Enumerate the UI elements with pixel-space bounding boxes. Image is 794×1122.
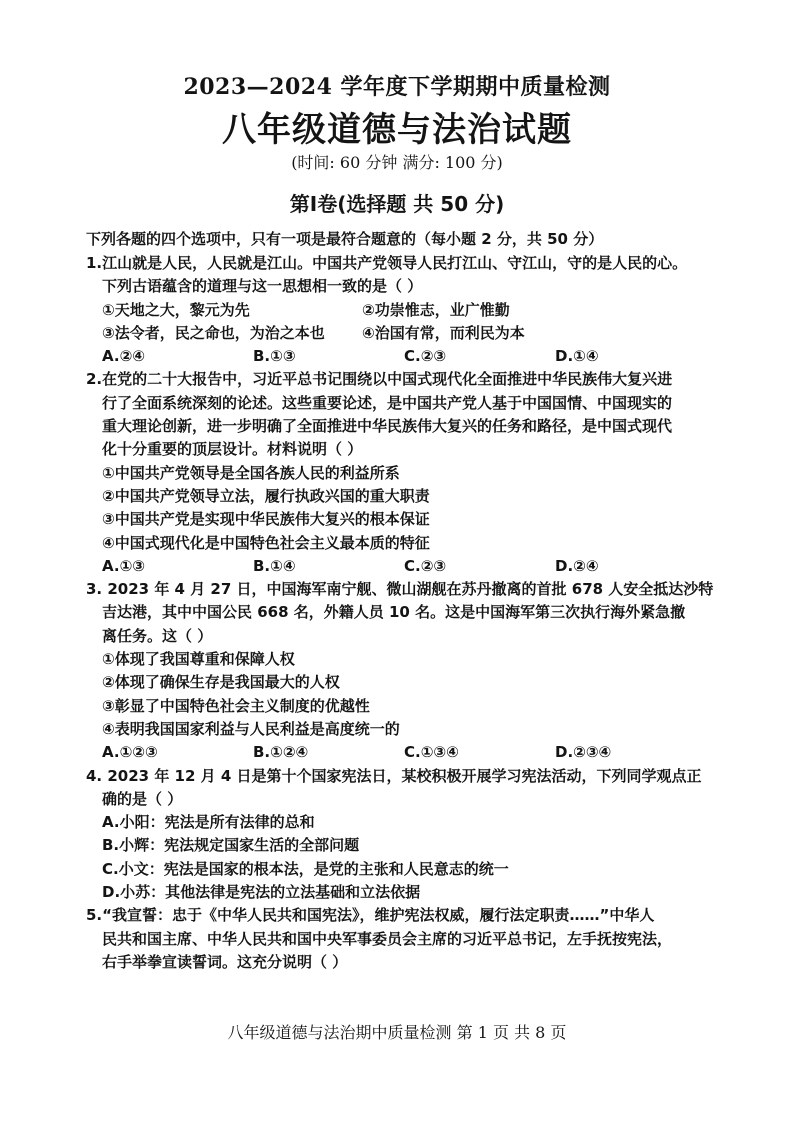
- statement: ④表明我国国家利益与人民利益是高度统一的: [102, 719, 400, 738]
- option-c: C.②③: [404, 556, 447, 575]
- statement: ③中国共产党是实现中华民族伟大复兴的根本保证: [102, 510, 430, 529]
- option-d: D.②③④: [555, 743, 612, 762]
- option-a: A.小阳：宪法是所有法律的总和: [102, 813, 315, 832]
- section-title: 第Ⅰ卷(选择题 共 50 分): [289, 192, 505, 216]
- option-c: C.②③: [404, 347, 447, 366]
- question-2-options: [86, 555, 706, 578]
- option-a: A.①③: [102, 556, 145, 575]
- question-5-stem-line: 右手举拳宣读誓词。这充分说明（ ）: [102, 952, 348, 971]
- option-b: B.①④: [253, 556, 296, 575]
- statement: ④中国式现代化是中国特色社会主义最本质的特征: [102, 533, 430, 552]
- statement: ①体现了我国尊重和保障人权: [102, 650, 295, 669]
- question-3-stem-line: 吉达港，其中中国公民 668 名，外籍人员 10 名。这是中国海军第三次执行海外紧急撤: [102, 603, 686, 622]
- question-3-stem-line: 3. 2023 年 4 月 27 日，中国海军南宁舰、微山湖舰在苏丹撤离的首批 678 人安全抵达沙特: [86, 580, 714, 599]
- statement: ③法令者，民之命也，为治之本也: [102, 323, 325, 342]
- option-b: B.①②④: [253, 743, 309, 762]
- exam-time-score: (时间: 60 分钟 满分: 100 分): [291, 153, 503, 172]
- exam-title: 八年级道德与法治试题: [222, 110, 572, 150]
- statement: ②体现了确保生存是我国最大的人权: [102, 673, 340, 692]
- question-1-stem-line: 下列古语蕴含的道理与这一思想相一致的是（ ）: [102, 277, 423, 296]
- question-4-stem-line: 确的是（ ）: [102, 789, 183, 808]
- option-c: C.小文：宪法是国家的根本法，是党的主张和人民意志的统一: [102, 859, 509, 878]
- option-d: D.②④: [555, 556, 599, 575]
- option-b: B.①③: [253, 347, 296, 366]
- question-1-options: [86, 345, 706, 368]
- question-2-stem-line: 重大理论创新，进一步明确了全面推进中华民族伟大复兴的任务和路径，是中国式现代: [102, 417, 673, 436]
- question-4-stem-line: 4. 2023 年 12 月 4 日是第十个国家宪法日，某校积极开展学习宪法活动，下列同学观点正: [86, 766, 702, 785]
- question-1-stem-line: 1.江山就是人民，人民就是江山。中国共产党领导人民打江山、守江山，守的是人民的心。: [86, 254, 688, 272]
- option-b: B.小辉：宪法规定国家生活的全部问题: [102, 836, 360, 855]
- question-3-stem-line: 离任务。这（ ）: [102, 626, 213, 645]
- statement: ②中国共产党领导立法，履行执政兴国的重大职责: [102, 486, 430, 505]
- question-2-stem-line: 化十分重要的顶层设计。材料说明（ ）: [102, 440, 363, 459]
- statement: ①中国共产党领导是全国各族人民的利益所系: [102, 463, 400, 482]
- option-d: D.小苏：其他法律是宪法的立法基础和立法依据: [102, 883, 421, 902]
- statement: ④治国有常，而利民为本: [362, 323, 525, 342]
- statement: ③彰显了中国特色社会主义制度的优越性: [102, 696, 370, 715]
- question-2-stem-line: 2.在党的二十大报告中，习近平总书记围绕以中国式现代化全面推进中华民族伟大复兴进: [86, 370, 673, 389]
- question-5: [86, 904, 706, 974]
- question-5-stem-line: 民共和国主席、中华人民共和国中央军事委员会主席的习近平总书记，左手抚按宪法，: [102, 929, 673, 948]
- option-d: D.①④: [555, 347, 599, 366]
- question-2-stem-line: 行了全面系统深刻的论述。这些重要论述，是中国共产党人基于中国国情、中国现实的: [102, 393, 673, 412]
- statement: ①天地之大，黎元为先: [102, 300, 250, 319]
- exam-term-heading: 2023—2024 学年度下学期期中质量检测: [183, 74, 611, 100]
- statement: ②功崇惟志，业广惟勤: [362, 300, 510, 319]
- question-3: [86, 578, 714, 764]
- question-1-statements-row: [86, 322, 706, 345]
- option-a: A.②④: [102, 347, 145, 366]
- questions-body: [86, 252, 714, 974]
- question-2: [86, 368, 706, 578]
- question-5-stem-line: 5.“我宣誓：忠于《中华人民共和国宪法》，维护宪法权威，履行法定职责……”中华人: [86, 906, 655, 925]
- option-a: A.①②③: [102, 743, 158, 762]
- question-1: [86, 252, 706, 368]
- option-c: C.①③④: [404, 743, 459, 762]
- section-instruction: 下列各题的四个选项中，只有一项是最符合题意的（每小题 2 分，共 50 分）: [86, 230, 604, 248]
- question-1-statements-row: [86, 299, 706, 322]
- page-footer: 八年级道德与法治期中质量检测 第 1 页 共 8 页: [227, 1023, 567, 1042]
- question-3-options: [86, 741, 706, 764]
- question-4: [86, 765, 706, 905]
